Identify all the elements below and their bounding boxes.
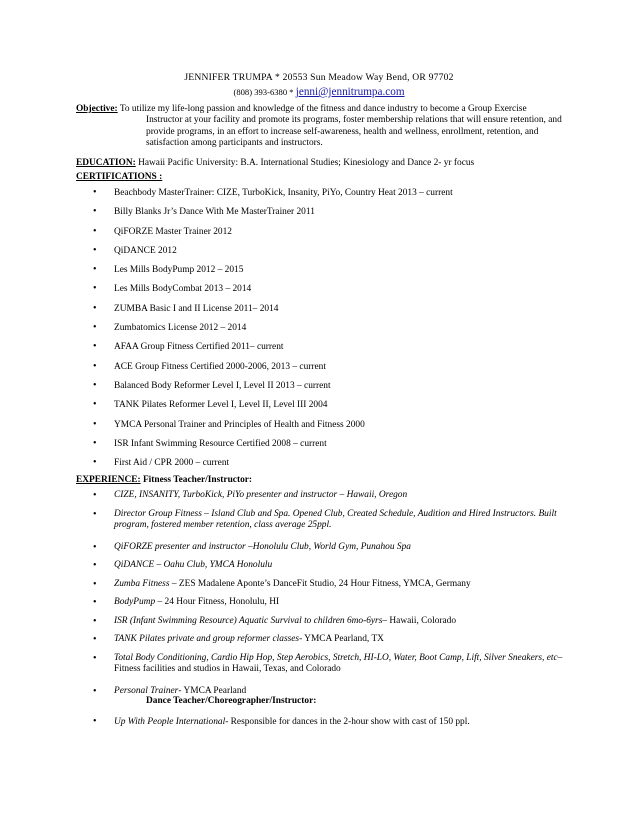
experience-plain-text: – Fitness facilities and studios in Hawaii, Texas, and Colorado (114, 652, 563, 674)
certification-text: AFAA Group Fitness Certified 2011– current (114, 342, 284, 353)
list-item (76, 653, 566, 686)
experience-plain-text: – ZES Madalene Aponte’s DanceFit Studio, 24 Hour Fitness, YMCA, Germany (169, 578, 471, 589)
experience-italic-text: ISR (Infant Swimming Resource) Aquatic Survival to children 6mo-6yrs (114, 615, 383, 626)
experience-italic-text: Personal Trainer (114, 685, 179, 696)
bullet-icon: • (93, 597, 97, 608)
list-item (76, 323, 556, 342)
objective-line-3: provide programs, in an effort to increase self-awareness, health and wellness, enrollment, retention, and (146, 126, 539, 137)
experience-italic-text: BodyPump (114, 597, 156, 607)
bullet-icon: • (93, 244, 97, 256)
list-item (76, 420, 556, 439)
experience-role: Fitness Teacher/Instructor: (140, 475, 253, 485)
contact-header: JENNIFER TRUMPA * 20553 Sun Meadow Way Bend, OR 97702 (184, 72, 454, 83)
bullet-icon: • (93, 560, 97, 571)
experience-list (76, 490, 566, 704)
list-item (76, 188, 556, 207)
bullet-icon: • (93, 541, 97, 553)
bullet-icon: • (93, 379, 97, 391)
experience-heading (76, 475, 252, 486)
objective-line-4: satisfaction among participants and instructors. (146, 138, 323, 149)
list-item (76, 342, 556, 361)
experience-plain-text: - YMCA Pearland, TX (299, 634, 384, 644)
bullet-icon: • (93, 322, 97, 334)
bullet-icon: • (93, 490, 97, 501)
experience-italic-text: Director Group Fitness – Island Club and Spa. Opened Club, Created Schedule, Audition and Hired Instructors. Built program, fostered member retention, class average 25ppl. (114, 508, 557, 530)
experience-plain-text: - Responsible for dances in the 2-hour show with cast of 150 ppl. (225, 717, 470, 727)
bullet-icon: • (93, 264, 97, 276)
certification-text: Zumbatomics License 2012 – 2014 (114, 323, 247, 334)
certification-text: First Aid / CPR 2000 – current (114, 458, 230, 469)
objective-section (76, 104, 562, 150)
bullet-icon: • (93, 206, 97, 218)
experience-italic-text: QiDANCE – Oahu Club, YMCA Honolulu (114, 560, 273, 570)
bullet-icon: • (93, 457, 97, 469)
list-item (76, 509, 566, 542)
certification-text: ZUMBA Basic I and II License 2011– 2014 (114, 303, 279, 314)
experience-italic-text: Total Body Conditioning, Cardio Hip Hop, Step Aerobics, Stretch, HI-LO, Water, Boot Camp, Lift, Silver Sneakers, etc (114, 652, 558, 663)
bullet-icon: • (93, 225, 97, 237)
list-item (76, 616, 566, 635)
bullet-icon: • (93, 360, 97, 372)
certifications-list (76, 188, 556, 477)
list-item (76, 265, 556, 284)
experience-plain-text: – 24 Hour Fitness, Honolulu, HI (155, 597, 280, 607)
list-item (76, 717, 604, 728)
certification-text: Beachbody MasterTrainer: CIZE, TurboKick, Insanity, PiYo, Country Heat 2013 – current (114, 188, 453, 198)
experience-italic-text: Up With People International (114, 717, 226, 727)
experience-plain-text: – Hawaii, Colorado (382, 615, 457, 626)
list-item (76, 597, 566, 616)
objective-label: Objective: (76, 104, 118, 114)
objective-line-1: To utilize my life-long passion and knowledge of the fitness and dance industry to become a Group Exercise (117, 104, 527, 114)
list-item (76, 400, 556, 419)
experience-italic-text: QiFORZE presenter and instructor –Honolulu Club, World Gym, Punahou Spa (114, 541, 411, 552)
phone-number: (808) 393-6380 * (233, 87, 296, 97)
list-item (76, 439, 556, 458)
list-item (76, 490, 566, 509)
education-section (76, 158, 474, 169)
list-item (76, 284, 556, 303)
dance-role-heading: Dance Teacher/Choreographer/Instructor: (146, 696, 317, 706)
bullet-icon: • (93, 302, 97, 314)
certification-text: ACE Group Fitness Certified 2000-2006, 2013 – current (114, 361, 326, 372)
contact-phone-email (0, 86, 638, 100)
email-link[interactable]: jenni@jennitrumpa.com (295, 86, 405, 98)
certification-text: Billy Blanks Jr’s Dance With Me MasterTrainer 2011 (114, 207, 315, 218)
certification-text: QiFORZE Master Trainer 2012 (114, 226, 232, 237)
experience-italic-text: Zumba Fitness (114, 578, 170, 589)
list-item (76, 304, 556, 323)
list-item (76, 542, 566, 561)
certification-text: ISR Infant Swimming Resource Certified 2008 – current (114, 438, 327, 449)
experience-italic-text: TANK Pilates private and group reformer classes (114, 634, 300, 644)
bullet-icon: • (93, 716, 97, 727)
bullet-icon: • (93, 578, 97, 590)
bullet-icon: • (93, 685, 97, 697)
experience-label: EXPERIENCE: (76, 475, 141, 485)
bullet-icon: • (93, 341, 97, 353)
bullet-icon: • (93, 418, 97, 430)
objective-line-2: Instructor at your facility and promote its programs, foster membership relations that will ensure retention, and (146, 115, 562, 126)
bullet-icon: • (93, 399, 97, 411)
bullet-icon: • (93, 634, 97, 645)
certification-text: Balanced Body Reformer Level I, Level II 2013 – current (114, 380, 331, 391)
list-item (76, 207, 556, 226)
list-item (76, 362, 556, 381)
education-text: Hawaii Pacific University: B.A. International Studies; Kinesiology and Dance 2- yr focus (135, 158, 475, 168)
list-item (76, 634, 566, 653)
list-item (76, 381, 556, 400)
certification-text: TANK Pilates Reformer Level I, Level II, Level III 2004 (114, 400, 328, 411)
certifications-label: CERTIFICATIONS : (76, 172, 163, 182)
certification-text: QiDANCE 2012 (114, 245, 177, 256)
bullet-icon: • (93, 615, 97, 627)
bullet-icon: • (93, 652, 97, 664)
bullet-icon: • (93, 508, 97, 520)
experience-plain-text: - YMCA Pearland (178, 685, 247, 696)
bullet-icon: • (93, 283, 97, 295)
list-item (76, 227, 556, 246)
list-item (76, 560, 566, 579)
bullet-icon: • (93, 187, 97, 198)
education-label: EDUCATION: (76, 158, 136, 168)
certification-text: YMCA Personal Trainer and Principles of Health and Fitness 2000 (114, 419, 365, 430)
experience-italic-text: CIZE, INSANITY, TurboKick, PiYo presenter and instructor – Hawaii, Oregon (114, 490, 408, 500)
certification-text: Les Mills BodyPump 2012 – 2015 (114, 265, 244, 276)
list-item (76, 579, 566, 598)
list-item (76, 246, 556, 265)
certification-text: Les Mills BodyCombat 2013 – 2014 (114, 284, 252, 295)
bullet-icon: • (93, 437, 97, 449)
